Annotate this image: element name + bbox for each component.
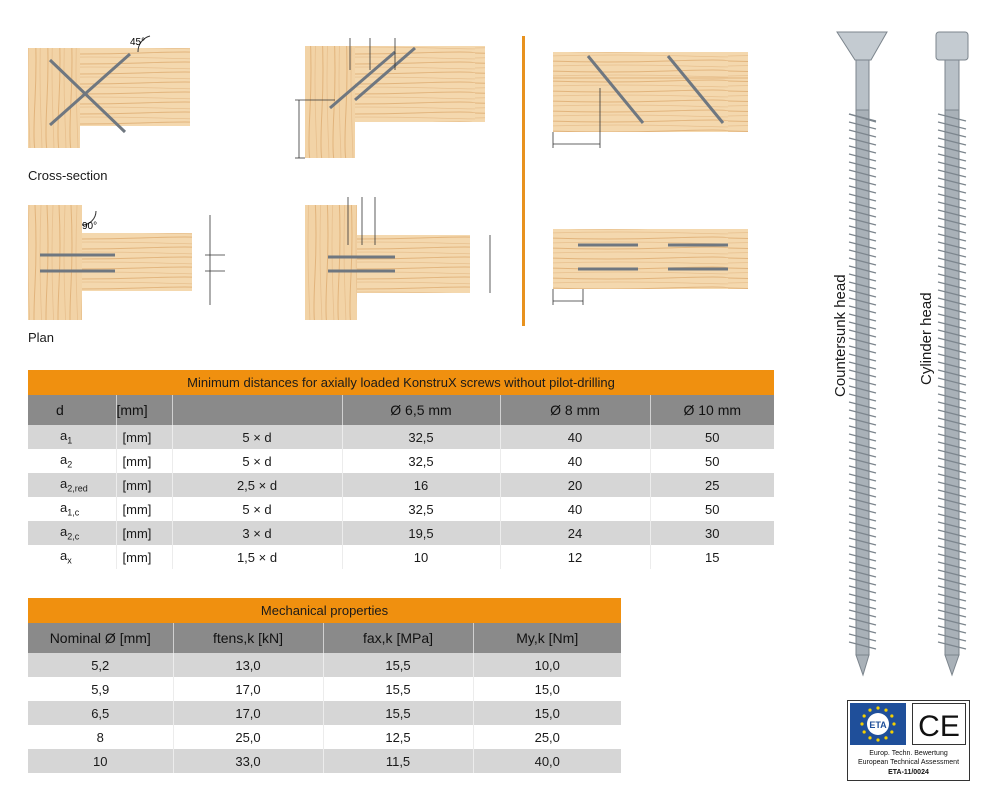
header-ftens: ftens,k [kN]	[173, 623, 323, 653]
row-symbol: $a_2$	[28, 449, 116, 473]
angle-90-label: 90°	[82, 221, 98, 232]
diagram-cross-section-distances	[295, 30, 490, 160]
angle-45-label: 45°	[130, 37, 146, 48]
row-value-d65: 32,5	[342, 425, 500, 449]
row-ftens: 13,0	[173, 653, 323, 677]
diagram-plan-distances	[300, 195, 500, 320]
table-row	[28, 749, 621, 773]
row-unit: [mm]	[116, 545, 172, 569]
row-nominal: 6,5	[28, 701, 173, 725]
table-row	[28, 653, 621, 677]
row-factor: 1,5 × d	[172, 545, 342, 569]
row-unit: [mm]	[116, 425, 172, 449]
header-d10: Ø 10 mm	[650, 395, 774, 425]
row-symbol: $a_{2,red}$	[28, 473, 116, 497]
row-ftens: 33,0	[173, 749, 323, 773]
table-row	[28, 545, 774, 569]
header-d: d	[28, 395, 116, 425]
header-fax: fax,k [MPa]	[323, 623, 473, 653]
countersunk-head-label: Countersunk head	[832, 274, 849, 397]
row-value-d8: 24	[500, 521, 650, 545]
row-value-d10: 50	[650, 425, 774, 449]
row-factor: 5 × d	[172, 449, 342, 473]
row-my: 40,0	[473, 749, 621, 773]
ce-mark-text: CE	[918, 710, 960, 743]
row-nominal: 8	[28, 725, 173, 749]
badge-line-1: Europ. Techn. Bewertung	[869, 750, 948, 757]
row-value-d10: 30	[650, 521, 774, 545]
row-value-d65: 16	[342, 473, 500, 497]
row-factor: 3 × d	[172, 521, 342, 545]
row-fax: 15,5	[323, 653, 473, 677]
row-fax: 15,5	[323, 701, 473, 725]
screw-cylinder-image	[930, 30, 975, 680]
eta-ce-badge	[847, 700, 970, 781]
row-my: 25,0	[534, 729, 560, 745]
mechanical-properties-title: Mechanical properties	[28, 598, 621, 623]
row-value-d10: 25	[650, 473, 774, 497]
header-factor	[172, 395, 342, 425]
ce-mark-icon	[912, 703, 966, 745]
header-d65: Ø 6,5 mm	[342, 395, 500, 425]
header-d8: Ø 8 mm	[500, 395, 650, 425]
section-divider	[522, 36, 525, 326]
row-symbol: $a_{1,c}$	[28, 497, 116, 521]
row-unit: [mm]	[116, 449, 172, 473]
row-ftens: 17,0	[173, 701, 323, 725]
row-value-d8: 40	[500, 449, 650, 473]
row-value-d10: 50	[705, 501, 720, 517]
eta-logo-text: ETA	[869, 720, 887, 730]
eta-logo-icon	[850, 703, 906, 745]
row-ftens: 17,0	[173, 677, 323, 701]
diagram-side-view-parallel	[548, 48, 753, 153]
row-value-d8: 12	[500, 545, 650, 569]
table-row	[28, 497, 774, 521]
row-factor: 5 × d	[172, 497, 342, 521]
row-my: 15,0	[473, 701, 621, 725]
row-value-d8: 40	[500, 497, 650, 521]
row-factor: 2,5 × d	[172, 473, 342, 497]
diagram-plan-perpendicular	[20, 205, 230, 320]
row-nominal: 5,2	[28, 653, 173, 677]
row-nominal: 5,9	[28, 677, 173, 701]
row-value-d8: 20	[500, 473, 650, 497]
min-distances-header	[28, 395, 774, 425]
row-value-d65: 19,5	[342, 521, 500, 545]
row-value-d65: 32,5	[342, 497, 500, 521]
badge-line-3: ETA-11/0024	[888, 769, 929, 776]
diagram-plan-view-grid	[548, 225, 753, 310]
row-fax: 12,5	[323, 725, 473, 749]
header-unit: [mm]	[116, 395, 172, 425]
table-row	[28, 725, 621, 749]
min-distances-table	[28, 370, 774, 569]
table-row	[28, 449, 774, 473]
table-row	[28, 425, 774, 449]
row-value-d65: 32,5	[342, 449, 500, 473]
table-row	[28, 473, 774, 497]
row-factor: 5 × d	[172, 425, 342, 449]
diagram-cross-section-crossed	[20, 20, 200, 150]
row-fax: 15,5	[323, 677, 473, 701]
row-fax: 11,5	[323, 749, 473, 773]
header-my: My,k [Nm]	[473, 623, 621, 653]
row-value-d10: 50	[705, 453, 720, 469]
min-distances-title: Minimum distances for axially loaded KonstruX screws without pilot-drilling	[28, 370, 774, 395]
badge-line-2: European Technical Assessment	[857, 759, 960, 766]
row-symbol: $a_1$	[28, 425, 116, 449]
table-row	[28, 701, 621, 725]
row-unit: [mm]	[116, 521, 172, 545]
row-my: 15,0	[534, 681, 560, 697]
header-nominal: Nominal Ø [mm]	[28, 623, 173, 653]
row-nominal: 10	[28, 749, 173, 773]
row-value-d65: 10	[342, 545, 500, 569]
row-ftens: 25,0	[173, 725, 323, 749]
caption-cross-section: Cross-section	[28, 168, 108, 183]
table-row	[28, 521, 774, 545]
row-unit: [mm]	[116, 497, 172, 521]
table-row	[28, 677, 621, 701]
row-value-d10: 15	[705, 549, 720, 565]
row-symbol: $a_{2,c}$	[28, 521, 116, 545]
cylinder-head-label: Cylinder head	[918, 292, 935, 385]
mechanical-properties-header	[28, 623, 621, 653]
row-symbol: $a_x$	[28, 545, 116, 569]
row-unit: [mm]	[116, 473, 172, 497]
mechanical-properties-table	[28, 598, 621, 773]
row-my: 10,0	[473, 653, 621, 677]
row-value-d8: 40	[500, 425, 650, 449]
caption-plan: Plan	[28, 330, 55, 345]
